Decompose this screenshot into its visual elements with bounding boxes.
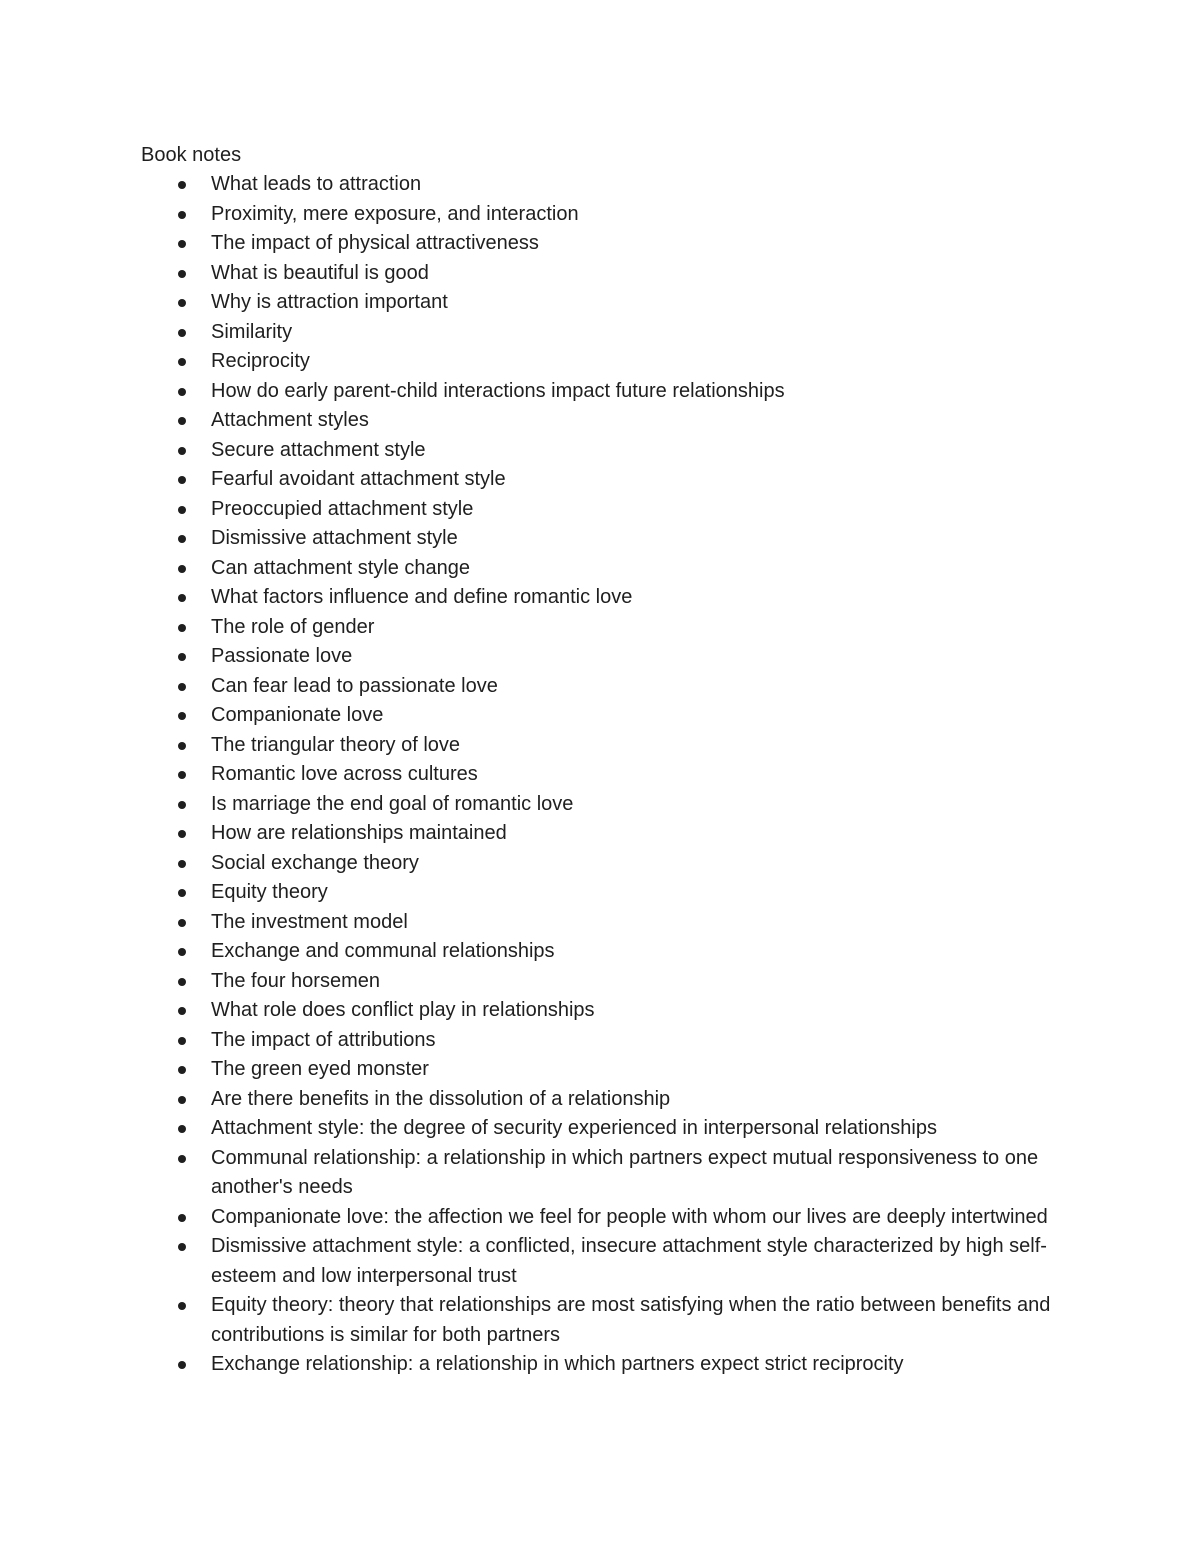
- list-item-text: Companionate love: the affection we feel for people with whom our lives are deeply intertwined: [211, 1205, 1048, 1228]
- bullet-icon: [178, 860, 186, 868]
- list-item: [211, 996, 1051, 1026]
- list-item-text: Exchange relationship: a relationship in which partners expect strict reciprocity: [211, 1353, 904, 1375]
- list-item: [211, 613, 1051, 643]
- list-item-text: Fearful avoidant attachment style: [211, 468, 506, 490]
- list-item: [211, 406, 1051, 436]
- list-item-text: What role does conflict play in relationships: [211, 999, 595, 1021]
- bullet-icon: [178, 771, 186, 779]
- list-item: [211, 377, 1051, 407]
- list-item: [211, 937, 1051, 967]
- bullet-icon: [178, 712, 186, 720]
- list-item-text: Can fear lead to passionate love: [211, 674, 498, 697]
- bullet-icon: [178, 329, 186, 337]
- list-item-text: Proximity, mere exposure, and interaction: [211, 202, 579, 225]
- list-item: [211, 554, 1051, 584]
- list-item-text: Social exchange theory: [211, 851, 419, 874]
- bullet-icon: [178, 1007, 186, 1015]
- list-item: [211, 1144, 1051, 1203]
- list-item-text: Dismissive attachment style: [211, 527, 458, 549]
- list-item: [211, 790, 1051, 820]
- bullet-icon: [178, 978, 186, 986]
- list-item: [211, 731, 1051, 761]
- list-item: [211, 1291, 1051, 1350]
- notes-list: [211, 170, 1051, 1380]
- list-item: [211, 229, 1051, 259]
- list-item-text: Passionate love: [211, 645, 353, 667]
- list-item-text: Communal relationship: a relationship in which partners expect mutual responsiveness to one another's needs: [211, 1146, 1039, 1198]
- list-item-text: The investment model: [211, 910, 408, 933]
- list-item-text: The impact of physical attractiveness: [211, 232, 539, 254]
- bullet-icon: [178, 1037, 186, 1045]
- bullet-icon: [178, 653, 186, 661]
- bullet-icon: [178, 1302, 186, 1310]
- list-item: [211, 819, 1051, 849]
- list-item-text: What factors influence and define romantic love: [211, 586, 633, 608]
- list-item-text: How are relationships maintained: [211, 822, 507, 844]
- bullet-icon: [178, 624, 186, 632]
- bullet-icon: [178, 801, 186, 809]
- list-item: [211, 318, 1051, 348]
- list-item: [211, 1203, 1051, 1233]
- list-item-text: How do early parent-child interactions impact future relationships: [211, 379, 785, 402]
- bullet-icon: [178, 830, 186, 838]
- list-item-text: The role of gender: [211, 615, 375, 638]
- list-item-text: Secure attachment style: [211, 438, 426, 461]
- bullet-icon: [178, 1155, 186, 1163]
- bullet-icon: [178, 476, 186, 484]
- list-item-text: Attachment styles: [211, 409, 369, 431]
- bullet-icon: [178, 1361, 186, 1369]
- list-item: [211, 1232, 1051, 1291]
- list-item-text: Can attachment style change: [211, 556, 471, 579]
- bullet-icon: [178, 594, 186, 602]
- list-item: [211, 1085, 1051, 1115]
- list-item-text: The triangular theory of love: [211, 733, 461, 756]
- list-item: [211, 495, 1051, 525]
- list-item: [211, 524, 1051, 554]
- list-item-text: Dismissive attachment style: a conflicted, insecure attachment style characterized by high self-esteem and low interpersonal trust: [211, 1235, 1047, 1287]
- list-item: [211, 672, 1051, 702]
- list-item: [211, 967, 1051, 997]
- list-item-text: Equity theory: theory that relationships are most satisfying when the ratio between benefits and contributions is similar for both partners: [211, 1294, 1051, 1346]
- list-item: [211, 347, 1051, 377]
- list-item-text: Preoccupied attachment style: [211, 497, 474, 520]
- bullet-icon: [178, 447, 186, 455]
- list-item-text: Is marriage the end goal of romantic love: [211, 792, 574, 815]
- list-item-text: The impact of attributions: [211, 1028, 436, 1051]
- bullet-icon: [178, 1214, 186, 1222]
- list-item: [211, 1350, 1051, 1380]
- list-item-text: What is beautiful is good: [211, 261, 429, 284]
- bullet-icon: [178, 1066, 186, 1074]
- list-item: [211, 849, 1051, 879]
- list-item-text: What leads to attraction: [211, 173, 422, 195]
- list-item: [211, 642, 1051, 672]
- bullet-icon: [178, 1243, 186, 1251]
- bullet-icon: [178, 535, 186, 543]
- list-item: [211, 465, 1051, 495]
- bullet-icon: [178, 919, 186, 927]
- list-item-text: Companionate love: [211, 704, 384, 726]
- list-item-text: Attachment style: the degree of security experienced in interpersonal relationships: [211, 1117, 937, 1139]
- list-item: [211, 878, 1051, 908]
- bullet-icon: [178, 889, 186, 897]
- bullet-icon: [178, 565, 186, 573]
- bullet-icon: [178, 1096, 186, 1104]
- document-title: Book notes: [141, 144, 242, 166]
- bullet-icon: [178, 1125, 186, 1133]
- bullet-icon: [178, 506, 186, 514]
- list-item: [211, 1026, 1051, 1056]
- list-item: [211, 170, 1051, 200]
- bullet-icon: [178, 299, 186, 307]
- list-item-text: Equity theory: [211, 881, 328, 903]
- list-item: [211, 436, 1051, 466]
- list-item-text: Reciprocity: [211, 350, 310, 372]
- bullet-icon: [178, 417, 186, 425]
- list-item: [211, 1114, 1051, 1144]
- bullet-icon: [178, 211, 186, 219]
- list-item-text: Why is attraction important: [211, 291, 448, 313]
- list-item-text: Romantic love across cultures: [211, 763, 478, 785]
- list-item: [211, 908, 1051, 938]
- list-item: [211, 200, 1051, 230]
- bullet-icon: [178, 240, 186, 248]
- list-item-text: Similarity: [211, 320, 293, 343]
- list-item: [211, 583, 1051, 613]
- list-item: [211, 701, 1051, 731]
- list-item: [211, 288, 1051, 318]
- bullet-icon: [178, 181, 186, 189]
- list-item: [211, 760, 1051, 790]
- list-item: [211, 259, 1051, 289]
- list-item-text: Exchange and communal relationships: [211, 940, 555, 962]
- list-item-text: The green eyed monster: [211, 1058, 429, 1080]
- bullet-icon: [178, 742, 186, 750]
- bullet-icon: [178, 948, 186, 956]
- bullet-icon: [178, 358, 186, 366]
- list-item: [211, 1055, 1051, 1085]
- list-item-text: The four horsemen: [211, 969, 380, 992]
- bullet-icon: [178, 388, 186, 396]
- bullet-icon: [178, 270, 186, 278]
- bullet-icon: [178, 683, 186, 691]
- list-item-text: Are there benefits in the dissolution of a relationship: [211, 1087, 671, 1110]
